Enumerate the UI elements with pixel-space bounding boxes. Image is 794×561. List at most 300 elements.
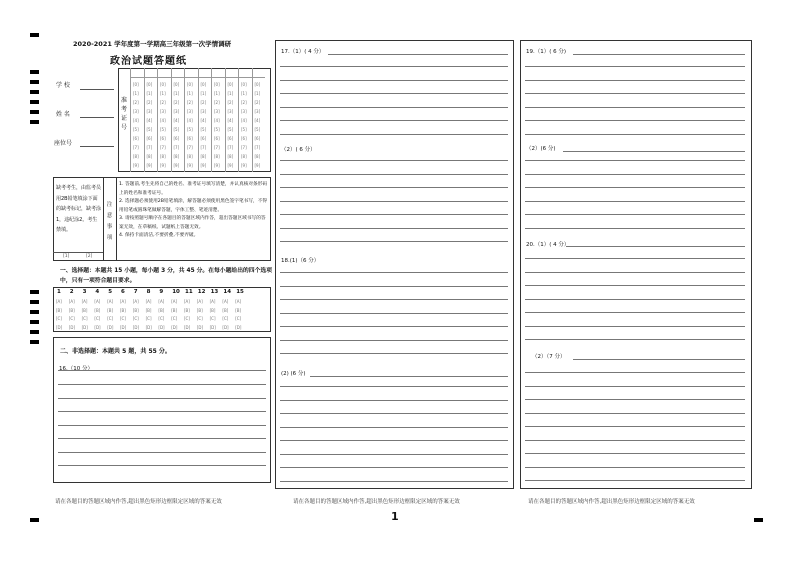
admission-write-cell[interactable] bbox=[157, 68, 171, 78]
answer-line[interactable] bbox=[525, 93, 745, 94]
admission-digit-bubble[interactable]: [0] bbox=[160, 82, 166, 87]
admission-digit-bubble[interactable]: [7] bbox=[173, 145, 180, 150]
q16-label: 16.（10 分） bbox=[59, 366, 93, 372]
admission-digit-bubble[interactable]: [3] bbox=[173, 109, 180, 114]
question-number: 2 bbox=[69, 289, 74, 295]
admission-digit-bubble[interactable]: [2] bbox=[241, 100, 247, 105]
admission-digit-bubble[interactable]: [1] bbox=[200, 91, 207, 96]
answer-line[interactable] bbox=[525, 467, 745, 468]
admission-digit-bubble[interactable]: [6] bbox=[133, 136, 139, 141]
timing-mark bbox=[30, 300, 39, 304]
answer-line[interactable] bbox=[563, 151, 745, 152]
admission-digit-bubble[interactable]: [8] bbox=[227, 154, 234, 159]
choice-bubble[interactable]: [C] bbox=[120, 316, 126, 321]
answer-line[interactable] bbox=[525, 299, 745, 300]
choice-bubble[interactable]: [C] bbox=[81, 316, 88, 321]
choice-bubble[interactable]: [B] bbox=[107, 307, 114, 313]
admission-digit-bubble[interactable]: [1] bbox=[173, 91, 180, 96]
answer-line[interactable] bbox=[525, 440, 745, 441]
timing-mark bbox=[30, 340, 39, 344]
answer-line[interactable] bbox=[566, 246, 745, 247]
admission-digit-bubble[interactable]: [7] bbox=[146, 145, 153, 150]
answer-line[interactable] bbox=[525, 312, 745, 313]
choice-bubble[interactable]: [C] bbox=[56, 316, 62, 321]
choice-bubble[interactable]: [B] bbox=[196, 307, 203, 313]
admission-digit-bubble[interactable]: [0] bbox=[173, 82, 180, 87]
admission-digit-bubble[interactable]: [3] bbox=[133, 109, 139, 114]
answer-line[interactable] bbox=[525, 285, 745, 286]
admission-digit-bubble[interactable]: [4] bbox=[160, 118, 166, 123]
answer-line[interactable] bbox=[280, 272, 508, 273]
admission-digit-bubble[interactable]: [5] bbox=[133, 127, 139, 132]
admission-digit-bubble[interactable]: [9] bbox=[146, 163, 153, 168]
choice-bubble[interactable]: [C] bbox=[132, 316, 139, 321]
admission-digit-bubble[interactable]: [8] bbox=[200, 154, 207, 159]
choice-bubble[interactable]: [D] bbox=[68, 324, 75, 330]
question-number: 10 bbox=[172, 289, 180, 295]
choice-bubble[interactable]: [B] bbox=[235, 307, 242, 313]
answer-line[interactable] bbox=[280, 427, 508, 428]
choice-bubble[interactable]: [A] bbox=[196, 299, 203, 304]
choice-bubble[interactable]: [B] bbox=[171, 307, 178, 313]
choice-bubble[interactable]: [B] bbox=[68, 307, 75, 313]
section1-title: 一、选择题：本题共 15 小题，每小题 3 分，共 45 分。在每小题给出的四个选项中，只有一项符合题目要求。 bbox=[60, 268, 272, 284]
admission-digit-bubble[interactable]: [3] bbox=[227, 109, 234, 114]
choice-bubble[interactable]: [D] bbox=[196, 324, 203, 330]
answer-line[interactable] bbox=[525, 134, 745, 135]
absent-divider bbox=[53, 252, 103, 253]
admission-digit-bubble[interactable]: [9] bbox=[227, 163, 234, 168]
admission-digit-bubble[interactable]: [7] bbox=[241, 145, 247, 150]
timing-mark bbox=[30, 330, 39, 334]
admission-digit-bubble[interactable]: [4] bbox=[241, 118, 247, 123]
admission-digit-bubble[interactable]: [6] bbox=[173, 136, 180, 141]
answer-line[interactable] bbox=[525, 187, 745, 188]
admission-digit-bubble[interactable]: [5] bbox=[173, 127, 180, 132]
page-number: 1 bbox=[391, 510, 399, 523]
answer-line[interactable] bbox=[573, 54, 745, 55]
admission-digit-bubble[interactable]: [3] bbox=[200, 109, 207, 114]
admission-digit-bubble[interactable]: [1] bbox=[241, 91, 247, 96]
admission-digit-bubble[interactable]: [9] bbox=[254, 163, 261, 168]
paper-title: 政治试题答题纸 bbox=[110, 56, 187, 67]
choice-bubble[interactable]: [C] bbox=[184, 316, 190, 321]
corner-mark-bottom-left bbox=[30, 518, 39, 522]
admission-write-cell[interactable] bbox=[144, 68, 158, 78]
admission-digit-bubble[interactable]: [6] bbox=[160, 136, 166, 141]
notice-item-4: 4. 保持卡面清洁,不要折叠,不要弄破。 bbox=[119, 233, 199, 238]
admission-digit-bubble[interactable]: [5] bbox=[227, 127, 234, 132]
choice-bubble[interactable]: [D] bbox=[222, 324, 229, 330]
answer-line[interactable] bbox=[525, 107, 745, 108]
name-field[interactable] bbox=[80, 117, 114, 118]
answer-line[interactable] bbox=[525, 339, 745, 340]
admission-digit-bubble[interactable]: [5] bbox=[187, 127, 193, 132]
answer-line[interactable] bbox=[58, 452, 266, 453]
q17-2-label: （2）( 6 分） bbox=[281, 147, 316, 153]
answer-line[interactable] bbox=[525, 399, 745, 400]
admission-digit-bubble[interactable]: [5] bbox=[146, 127, 153, 132]
timing-mark bbox=[30, 80, 39, 84]
admission-column-divider bbox=[144, 68, 145, 172]
answer-line[interactable] bbox=[328, 54, 508, 55]
admission-digit-bubble[interactable]: [1] bbox=[133, 91, 139, 96]
answer-line[interactable] bbox=[525, 453, 745, 454]
admission-digit-bubble[interactable]: [3] bbox=[241, 109, 247, 114]
admission-digit-bubble[interactable]: [2] bbox=[146, 100, 153, 105]
choice-bubble[interactable]: [B] bbox=[184, 307, 190, 313]
admission-digit-bubble[interactable]: [5] bbox=[214, 127, 220, 132]
admission-column-divider bbox=[130, 68, 131, 172]
answer-line[interactable] bbox=[280, 93, 508, 94]
choice-bubble[interactable]: [A] bbox=[120, 299, 126, 304]
admission-digit-bubble[interactable]: [7] bbox=[254, 145, 261, 150]
admission-digit-bubble[interactable]: [6] bbox=[200, 136, 207, 141]
choice-bubble[interactable]: [B] bbox=[81, 307, 88, 313]
admission-digit-bubble[interactable]: [7] bbox=[187, 145, 193, 150]
answer-line[interactable] bbox=[280, 313, 508, 314]
admission-write-cell[interactable] bbox=[252, 68, 266, 78]
admission-digit-bubble[interactable]: [2] bbox=[254, 100, 261, 105]
q18-2-label: (2) (6 分) bbox=[281, 371, 306, 377]
admission-digit-bubble[interactable]: [7] bbox=[133, 145, 139, 150]
answer-line[interactable] bbox=[525, 386, 745, 387]
choice-bubble[interactable]: [C] bbox=[158, 316, 165, 321]
admission-digit-bubble[interactable]: [6] bbox=[254, 136, 261, 141]
corner-mark-bottom-right bbox=[754, 518, 763, 522]
answer-line[interactable] bbox=[525, 214, 745, 215]
admission-digit-bubble[interactable]: [8] bbox=[254, 154, 261, 159]
answer-line[interactable] bbox=[280, 353, 508, 354]
admission-digit-bubble[interactable]: [8] bbox=[241, 154, 247, 159]
choice-bubble[interactable]: [B] bbox=[145, 307, 152, 313]
admission-digit-bubble[interactable]: [9] bbox=[241, 163, 247, 168]
admission-digit-bubble[interactable]: [0] bbox=[214, 82, 220, 87]
admission-digit-bubble[interactable]: [2] bbox=[173, 100, 180, 105]
question-number: 5 bbox=[108, 289, 113, 295]
answer-line[interactable] bbox=[280, 134, 508, 135]
answer-line[interactable] bbox=[525, 372, 745, 373]
admission-digit-bubble[interactable]: [6] bbox=[241, 136, 247, 141]
admission-digit-bubble[interactable]: [1] bbox=[160, 91, 166, 96]
admission-digit-bubble[interactable]: [9] bbox=[133, 163, 139, 168]
admission-digit-bubble[interactable]: [4] bbox=[227, 118, 234, 123]
choice-bubble[interactable]: [D] bbox=[209, 324, 216, 330]
admission-digit-bubble[interactable]: [1] bbox=[214, 91, 220, 96]
answer-line[interactable] bbox=[280, 66, 508, 67]
admission-column-divider bbox=[171, 68, 172, 172]
choice-bubble[interactable]: [D] bbox=[107, 324, 114, 330]
admission-digit-bubble[interactable]: [8] bbox=[187, 154, 193, 159]
answer-line[interactable] bbox=[58, 465, 266, 466]
choice-bubble[interactable]: [B] bbox=[158, 307, 165, 313]
admission-write-cell[interactable] bbox=[130, 68, 144, 78]
admission-digit-bubble[interactable]: [5] bbox=[241, 127, 247, 132]
answer-line[interactable] bbox=[280, 241, 508, 242]
choice-bubble[interactable]: [D] bbox=[94, 324, 101, 330]
answer-line[interactable] bbox=[525, 174, 745, 175]
name-label: 姓 名 bbox=[56, 111, 70, 118]
notice-item-2: 2. 选择题必须使用2B铅笔填涂，解答题必须使用黑色签字笔书写，不得用铅笔或圆珠笔做解答题，字体工整、笔迹清楚。 bbox=[119, 199, 268, 213]
choice-bubble[interactable]: [C] bbox=[94, 316, 101, 321]
answer-line[interactable] bbox=[525, 426, 745, 427]
admission-digit-bubble[interactable]: [6] bbox=[187, 136, 193, 141]
answer-line[interactable] bbox=[280, 467, 508, 468]
choice-bubble[interactable]: [D] bbox=[158, 324, 165, 330]
admission-digit-bubble[interactable]: [9] bbox=[173, 163, 180, 168]
question-number: 7 bbox=[133, 289, 138, 295]
answer-line[interactable] bbox=[280, 80, 508, 81]
answer-line[interactable] bbox=[280, 326, 508, 327]
choice-bubble[interactable]: [D] bbox=[81, 324, 88, 330]
answer-line[interactable] bbox=[58, 411, 266, 412]
admission-digit-bubble[interactable]: [3] bbox=[254, 109, 261, 114]
answer-line[interactable] bbox=[525, 480, 745, 481]
admission-write-cell[interactable] bbox=[211, 68, 225, 78]
admission-digit-bubble[interactable]: [5] bbox=[254, 127, 261, 132]
admission-digit-bubble[interactable]: [1] bbox=[146, 91, 153, 96]
answer-line[interactable] bbox=[58, 398, 266, 399]
admission-digit-bubble[interactable]: [9] bbox=[160, 163, 166, 168]
answer-line[interactable] bbox=[280, 228, 508, 229]
question-number: 9 bbox=[159, 289, 164, 295]
notice-item-3: 3. 请按照题号顺序在各题目的答题区域内作答，超出答题区域书写的答案无效，在草稿纸、试题纸上答题无效。 bbox=[119, 216, 266, 230]
question-number: 1 bbox=[57, 289, 61, 295]
instructions-divider-2 bbox=[116, 177, 117, 261]
admission-digit-bubble[interactable]: [8] bbox=[133, 154, 139, 159]
admission-write-cell[interactable] bbox=[225, 68, 239, 78]
admission-digit-bubble[interactable]: [6] bbox=[214, 136, 220, 141]
choice-bubble[interactable]: [C] bbox=[68, 316, 75, 321]
choice-bubble[interactable]: [B] bbox=[222, 307, 229, 313]
admission-digit-bubble[interactable]: [6] bbox=[227, 136, 234, 141]
choice-bubble[interactable]: [D] bbox=[235, 324, 242, 330]
q19-1-label: 19.（1）( 6 分) bbox=[526, 49, 567, 55]
answer-line[interactable] bbox=[525, 228, 745, 229]
timing-mark bbox=[30, 90, 39, 94]
choice-bubble[interactable]: [C] bbox=[222, 316, 229, 321]
choice-bubble[interactable]: [B] bbox=[132, 307, 139, 313]
admission-write-cell[interactable] bbox=[184, 68, 198, 78]
timing-mark bbox=[30, 70, 39, 74]
admission-number-box bbox=[118, 68, 271, 172]
admission-write-cell[interactable] bbox=[198, 68, 212, 78]
admission-column-divider bbox=[252, 68, 253, 172]
admission-digit-bubble[interactable]: [0] bbox=[254, 82, 261, 87]
admission-column-divider bbox=[211, 68, 212, 172]
choice-bubble[interactable]: [D] bbox=[56, 324, 63, 330]
choice-bubble[interactable]: [A] bbox=[68, 299, 75, 304]
choice-bubble[interactable]: [C] bbox=[107, 316, 114, 321]
admission-digit-bubble[interactable]: [7] bbox=[227, 145, 234, 150]
choice-bubble[interactable]: [C] bbox=[145, 316, 152, 321]
footer-warning-2: 请在各题目的答题区域内作答,超出黑色矩形边框限定区域的答案无效 bbox=[293, 499, 460, 505]
admission-digit-bubble[interactable]: [4] bbox=[146, 118, 153, 123]
question-number: 6 bbox=[121, 289, 125, 295]
answer-line[interactable] bbox=[525, 120, 745, 121]
choice-bubble[interactable]: [D] bbox=[120, 324, 127, 330]
choice-bubble[interactable]: [C] bbox=[235, 316, 242, 321]
admission-digit-bubble[interactable]: [8] bbox=[173, 154, 180, 159]
answer-line[interactable] bbox=[280, 481, 508, 482]
admission-digit-bubble[interactable]: [2] bbox=[214, 100, 220, 105]
choice-bubble[interactable]: [A] bbox=[94, 299, 101, 304]
answer-line[interactable] bbox=[280, 160, 508, 161]
choice-bubble[interactable]: [A] bbox=[209, 299, 216, 304]
answer-line[interactable] bbox=[280, 174, 508, 175]
choice-bubble[interactable]: [D] bbox=[171, 324, 178, 330]
question-number: 13 bbox=[210, 289, 219, 295]
choice-bubble[interactable]: [C] bbox=[209, 316, 216, 321]
answer-line[interactable] bbox=[280, 454, 508, 455]
choice-bubble[interactable]: [A] bbox=[81, 299, 88, 304]
admission-digit-bubble[interactable]: [0] bbox=[133, 82, 139, 87]
admission-write-cell[interactable] bbox=[171, 68, 185, 78]
choice-bubble[interactable]: [D] bbox=[132, 324, 139, 330]
answer-line[interactable] bbox=[525, 272, 745, 273]
footer-warning-1: 请在各题目的答题区域内作答,超出黑色矩形边框限定区域的答案无效 bbox=[55, 499, 222, 505]
choice-bubble[interactable]: [A] bbox=[56, 299, 62, 304]
answer-line[interactable] bbox=[280, 201, 508, 202]
answer-line[interactable] bbox=[58, 384, 266, 385]
choice-bubble[interactable]: [D] bbox=[184, 324, 191, 330]
q17-1-label: 17.（1）( 4 分） bbox=[281, 49, 325, 55]
answer-line[interactable] bbox=[280, 187, 508, 188]
admission-digit-bubble[interactable]: [3] bbox=[214, 109, 220, 114]
choice-bubble[interactable]: [A] bbox=[107, 299, 114, 304]
answer-line[interactable] bbox=[525, 413, 745, 414]
admission-digit-bubble[interactable]: [4] bbox=[173, 118, 180, 123]
admission-digit-bubble[interactable]: [8] bbox=[146, 154, 153, 159]
choice-bubble[interactable]: [A] bbox=[184, 299, 190, 304]
timing-mark bbox=[30, 320, 39, 324]
admission-digit-bubble[interactable]: [7] bbox=[200, 145, 207, 150]
choice-bubble[interactable]: [B] bbox=[94, 307, 101, 313]
question-number: 4 bbox=[95, 289, 100, 295]
admission-digit-bubble[interactable]: [4] bbox=[214, 118, 220, 123]
answer-line[interactable] bbox=[58, 438, 266, 439]
choice-bubble[interactable]: [A] bbox=[158, 299, 165, 304]
admission-digit-bubble[interactable]: [2] bbox=[227, 100, 234, 105]
answer-line[interactable] bbox=[280, 413, 508, 414]
seat-field[interactable] bbox=[80, 146, 114, 147]
answer-line[interactable] bbox=[280, 120, 508, 121]
q18-1-label: 18.(1)（6 分） bbox=[281, 258, 320, 264]
timing-mark bbox=[30, 100, 39, 104]
admission-digit-bubble[interactable]: [2] bbox=[133, 100, 139, 105]
question-number: 11 bbox=[185, 289, 193, 295]
choice-bubble[interactable]: [B] bbox=[56, 307, 62, 313]
answer-line[interactable] bbox=[280, 386, 508, 387]
admission-digit-bubble[interactable]: [5] bbox=[160, 127, 166, 132]
answer-line[interactable] bbox=[280, 400, 508, 401]
admission-digit-bubble[interactable]: [4] bbox=[254, 118, 261, 123]
admission-digit-bubble[interactable]: [3] bbox=[187, 109, 193, 114]
admission-write-cell[interactable] bbox=[238, 68, 252, 78]
admission-digit-bubble[interactable]: [4] bbox=[187, 118, 193, 123]
school-field[interactable] bbox=[80, 89, 114, 90]
admission-digit-bubble[interactable]: [6] bbox=[146, 136, 153, 141]
choice-bubble[interactable]: [B] bbox=[120, 307, 126, 313]
instructions-divider bbox=[103, 177, 104, 261]
timing-mark bbox=[30, 290, 39, 294]
admission-label: 准考证号 bbox=[121, 97, 128, 131]
question-number: 8 bbox=[146, 289, 151, 295]
seat-label: 座位号 bbox=[54, 140, 73, 147]
answer-line[interactable] bbox=[280, 214, 508, 215]
admission-digit-bubble[interactable]: [9] bbox=[200, 163, 207, 168]
admission-digit-bubble[interactable]: [1] bbox=[227, 91, 234, 96]
answer-line[interactable] bbox=[525, 258, 745, 259]
timing-mark bbox=[30, 310, 39, 314]
admission-digit-bubble[interactable]: [2] bbox=[200, 100, 207, 105]
absent-mark-2[interactable]: [2] bbox=[86, 254, 93, 259]
choice-bubble[interactable]: [B] bbox=[209, 307, 216, 313]
choice-bubble[interactable]: [A] bbox=[132, 299, 139, 304]
answer-line[interactable] bbox=[573, 359, 745, 360]
admission-digit-bubble[interactable]: [7] bbox=[214, 145, 220, 150]
answer-line[interactable] bbox=[280, 440, 508, 441]
admission-digit-bubble[interactable]: [0] bbox=[187, 82, 193, 87]
admission-digit-bubble[interactable]: [2] bbox=[187, 100, 193, 105]
answer-line[interactable] bbox=[58, 425, 266, 426]
admission-digit-bubble[interactable]: [3] bbox=[160, 109, 166, 114]
answer-line[interactable] bbox=[280, 286, 508, 287]
footer-warning-3: 请在各题目的答题区域内作答,超出黑色矩形边框限定区域的答案无效 bbox=[528, 499, 695, 505]
notice-item-1: 1. 答题前,考生先将自己的姓名、准考证号填写清楚，并认真核对条形码上的姓名和准考证号。 bbox=[119, 182, 268, 196]
answer-line[interactable] bbox=[525, 201, 745, 202]
admission-digit-bubble[interactable]: [4] bbox=[200, 118, 207, 123]
admission-digit-bubble[interactable]: [4] bbox=[133, 118, 139, 123]
admission-digit-bubble[interactable]: [0] bbox=[227, 82, 234, 87]
question-number: 14 bbox=[223, 289, 232, 295]
notice-side-label: 注意事项 bbox=[106, 202, 113, 241]
choice-bubble[interactable]: [A] bbox=[145, 299, 152, 304]
answer-line[interactable] bbox=[280, 299, 508, 300]
choice-bubble[interactable]: [A] bbox=[171, 299, 178, 304]
admission-digit-bubble[interactable]: [8] bbox=[214, 154, 220, 159]
admission-digit-bubble[interactable]: [1] bbox=[187, 91, 193, 96]
answer-line[interactable] bbox=[525, 326, 745, 327]
admission-digit-bubble[interactable]: [0] bbox=[241, 82, 247, 87]
answer-line[interactable] bbox=[525, 160, 745, 161]
answer-line[interactable] bbox=[280, 107, 508, 108]
admission-digit-bubble[interactable]: [1] bbox=[254, 91, 261, 96]
answer-line[interactable] bbox=[310, 376, 508, 377]
school-label: 学 校 bbox=[56, 82, 70, 89]
choice-bubble[interactable]: [A] bbox=[235, 299, 242, 304]
answer-line[interactable] bbox=[58, 370, 266, 371]
admission-digit-bubble[interactable]: [5] bbox=[200, 127, 207, 132]
choice-bubble[interactable]: [C] bbox=[196, 316, 203, 321]
admission-digit-bubble[interactable]: [7] bbox=[160, 145, 166, 150]
absent-mark-1[interactable]: [1] bbox=[63, 254, 70, 259]
answer-line[interactable] bbox=[525, 80, 745, 81]
choice-bubble[interactable]: [D] bbox=[145, 324, 152, 330]
choice-bubble[interactable]: [A] bbox=[222, 299, 229, 304]
choice-bubble[interactable]: [C] bbox=[171, 316, 178, 321]
admission-digit-bubble[interactable]: [9] bbox=[214, 163, 220, 168]
question-number: 12 bbox=[197, 289, 206, 295]
admission-digit-bubble[interactable]: [9] bbox=[187, 163, 193, 168]
answer-line[interactable] bbox=[525, 66, 745, 67]
admission-digit-bubble[interactable]: [3] bbox=[146, 109, 153, 114]
answer-line[interactable] bbox=[280, 340, 508, 341]
admission-digit-bubble[interactable]: [2] bbox=[160, 100, 166, 105]
admission-digit-bubble[interactable]: [0] bbox=[146, 82, 153, 87]
admission-digit-bubble[interactable]: [8] bbox=[160, 154, 166, 159]
admission-digit-bubble[interactable]: [0] bbox=[200, 82, 207, 87]
